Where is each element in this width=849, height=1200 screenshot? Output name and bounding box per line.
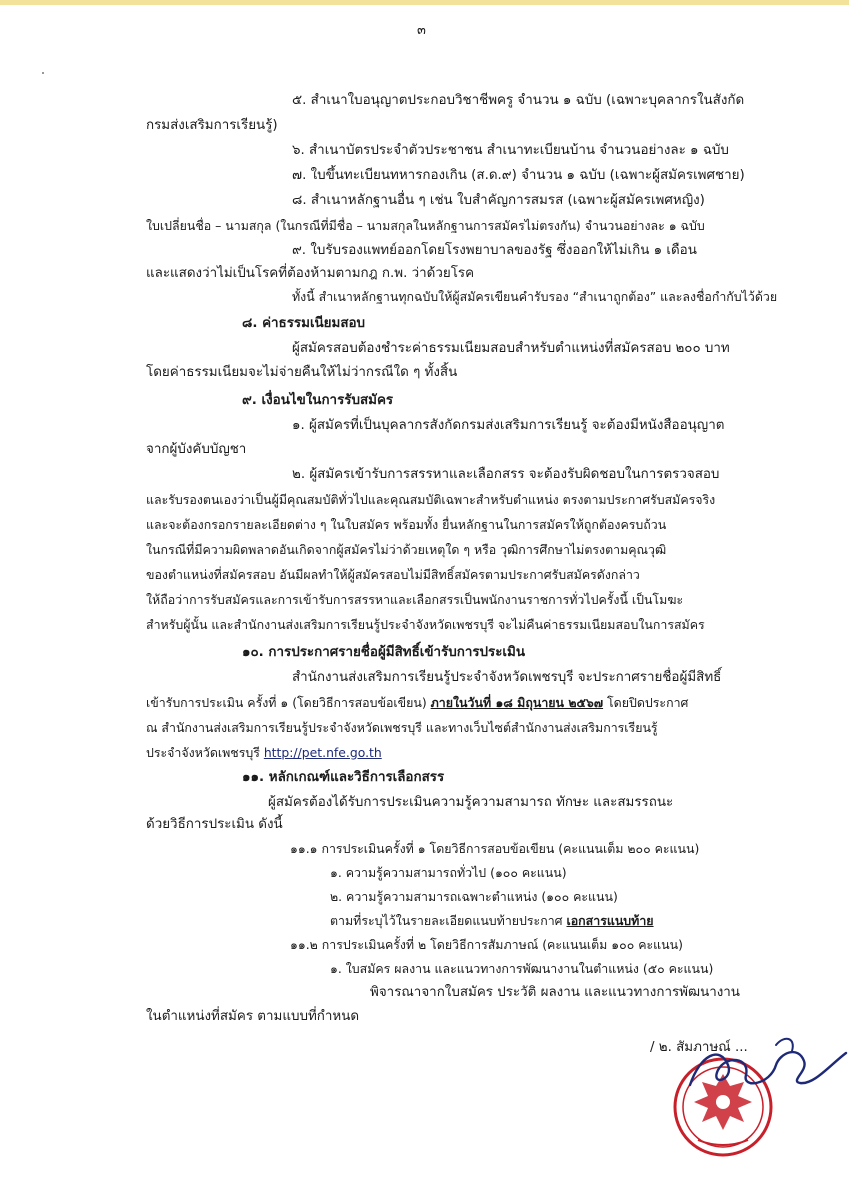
scan-speck bbox=[42, 72, 44, 74]
section-heading: ๘. ค่าธรรมเนียมสอบ bbox=[242, 316, 366, 331]
doc-line: พิจารณาจากใบสมัคร ประวัติ ผลงาน และแนวทางการพัฒนางาน bbox=[370, 985, 740, 1000]
doc-line bbox=[146, 744, 382, 762]
continuation-note: / ๒. สัมภาษณ์ ... bbox=[650, 1040, 748, 1055]
doc-line: จากผู้บังคับบัญชา bbox=[146, 442, 247, 457]
doc-line bbox=[330, 912, 654, 930]
doc-line: และรับรองตนเองว่าเป็นผู้มีคุณสมบัติทั่วไปและคุณสมบัติเฉพาะสำหรับตำแหน่ง ตรงตามประกาศรับสมัครจริง bbox=[146, 492, 716, 507]
handwritten-signature-icon bbox=[680, 1025, 849, 1105]
doc-line: ใบเปลี่ยนชื่อ – นามสกุล (ในกรณีที่มีชื่อ – นามสกุลในหลักฐานการสมัครไม่ตรงกัน) จำนวนอย่างละ ๑ ฉบับ bbox=[146, 218, 705, 233]
doc-line: ของตำแหน่งที่สมัครสอบ อันมีผลทำให้ผู้สมัครสอบไม่มีสิทธิ์สมัครตามประกาศรับสมัครดังกล่าว bbox=[146, 567, 640, 582]
doc-line: กรมส่งเสริมการเรียนรู้) bbox=[146, 118, 278, 133]
doc-line: ณ สำนักงานส่งเสริมการเรียนรู้ประจำจังหวัดเพชรบุรี และทางเว็บไซต์สำนักงานส่งเสริมการเรียนรู้ bbox=[146, 720, 658, 735]
doc-line bbox=[146, 694, 688, 712]
website-link[interactable]: http://pet.nfe.go.th bbox=[263, 745, 382, 760]
doc-line: ๑๑.๒ การประเมินครั้งที่ ๒ โดยวิธีการสัมภาษณ์ (คะแนนเต็ม ๑๐๐ คะแนน) bbox=[290, 937, 683, 952]
doc-line: ผู้สมัครสอบต้องชำระค่าธรรมเนียมสอบสำหรับตำแหน่งที่สมัครสอบ ๒๐๐ บาท bbox=[292, 341, 730, 356]
doc-line-text: โดยปิดประกาศ bbox=[607, 695, 689, 710]
doc-line: ๑. ผู้สมัครที่เป็นบุคลากรสังกัดกรมส่งเสริมการเรียนรู้ จะต้องมีหนังสืออนุญาต bbox=[292, 418, 725, 433]
doc-line: และจะต้องกรอกรายละเอียดต่าง ๆ ในใบสมัคร พร้อมทั้ง ยื่นหลักฐานในการสมัครให้ถูกต้องครบถ้วน bbox=[146, 517, 667, 532]
doc-line: และแสดงว่าไม่เป็นโรคที่ต้องห้ามตามกฎ ก.พ. ว่าด้วยโรค bbox=[146, 266, 475, 281]
doc-line: ๑. ใบสมัคร ผลงาน และแนวทางการพัฒนางานในตำแหน่ง (๕๐ คะแนน) bbox=[330, 961, 714, 976]
attachment-reference: เอกสารแนบท้าย bbox=[566, 913, 654, 928]
doc-line: โดยค่าธรรมเนียมจะไม่จ่ายคืนให้ไม่ว่ากรณีใด ๆ ทั้งสิ้น bbox=[146, 365, 458, 380]
doc-line: ๑. ความรู้ความสามารถทั่วไป (๑๐๐ คะแนน) bbox=[330, 865, 567, 880]
doc-line: ๙. ใบรับรองแพทย์ออกโดยโรงพยาบาลของรัฐ ซึ่งออกให้ไม่เกิน ๑ เดือน bbox=[292, 243, 697, 258]
doc-line-text: ตามที่ระบุไว้ในรายละเอียดแนบท้ายประกาศ bbox=[330, 913, 563, 928]
doc-line-text: เข้ารับการประเมิน ครั้งที่ ๑ (โดยวิธีการสอบข้อเขียน) bbox=[146, 695, 427, 710]
doc-line: ให้ถือว่าการรับสมัครและการเข้ารับการสรรหาและเลือกสรรเป็นพนักงานราชการทั่วไปครั้งนี้ เป็นโมฆะ bbox=[146, 592, 684, 607]
deadline-date: ภายในวันที่ ๑๘ มิถุนายน ๒๕๖๗ bbox=[430, 695, 604, 710]
doc-line: ในตำแหน่งที่สมัคร ตามแบบที่กำหนด bbox=[146, 1009, 360, 1024]
doc-line: ๕. สำเนาใบอนุญาตประกอบวิชาชีพครู จำนวน ๑ ฉบับ (เฉพาะบุคลากรในสังกัด bbox=[292, 93, 745, 108]
doc-line: ด้วยวิธีการประเมิน ดังนี้ bbox=[146, 817, 283, 832]
doc-line: สำหรับผู้นั้น และสำนักงานส่งเสริมการเรียนรู้ประจำจังหวัดเพชรบุรี จะไม่คืนค่าธรรมเนียมสอบในการสมัคร bbox=[146, 617, 705, 632]
doc-line: สำนักงานส่งเสริมการเรียนรู้ประจำจังหวัดเพชรบุรี จะประกาศรายชื่อผู้มีสิทธิ์ bbox=[292, 670, 722, 685]
doc-line: ๘. สำเนาหลักฐานอื่น ๆ เช่น ใบสำคัญการสมรส (เฉพาะผู้สมัครเพศหญิง) bbox=[292, 193, 705, 208]
section-heading: ๑๑. หลักเกณฑ์และวิธีการเลือกสรร bbox=[242, 770, 445, 785]
section-heading: ๙. เงื่อนไขในการรับสมัคร bbox=[242, 393, 394, 408]
doc-line: ทั้งนี้ สำเนาหลักฐานทุกฉบับให้ผู้สมัครเขียนคำรับรอง “สำเนาถูกต้อง” และลงชื่อกำกับไว้ด้วย bbox=[292, 289, 778, 304]
doc-line: ๗. ใบขึ้นทะเบียนทหารกองเกิน (ส.ด.๙) จำนวน ๑ ฉบับ (เฉพาะผู้สมัครเพศชาย) bbox=[292, 168, 745, 183]
doc-line: ผู้สมัครต้องได้รับการประเมินความรู้ความสามารถ ทักษะ และสมรรถนะ bbox=[268, 795, 674, 810]
page-number: ๓ bbox=[417, 23, 426, 38]
doc-line: ๑๑.๑ การประเมินครั้งที่ ๑ โดยวิธีการสอบข้อเขียน (คะแนนเต็ม ๒๐๐ คะแนน) bbox=[290, 841, 700, 856]
doc-line: ๒. ผู้สมัครเข้ารับการสรรหาและเลือกสรร จะต้องรับผิดชอบในการตรวจสอบ bbox=[292, 467, 720, 482]
doc-line: ๖. สำเนาบัตรประจำตัวประชาชน สำเนาทะเบียนบ้าน จำนวนอย่างละ ๑ ฉบับ bbox=[292, 143, 729, 158]
doc-line: ในกรณีที่มีความผิดพลาดอันเกิดจากผู้สมัครไม่ว่าด้วยเหตุใด ๆ หรือ วุฒิการศึกษาไม่ตรงตามคุณวุฒิ bbox=[146, 542, 667, 557]
section-heading: ๑๐. การประกาศรายชื่อผู้มีสิทธิ์เข้ารับการประเมิน bbox=[242, 645, 525, 660]
doc-line-text: ประจำจังหวัดเพชรบุรี bbox=[146, 745, 260, 760]
doc-line: ๒. ความรู้ความสามารถเฉพาะตำแหน่ง (๑๐๐ คะแนน) bbox=[330, 889, 618, 904]
